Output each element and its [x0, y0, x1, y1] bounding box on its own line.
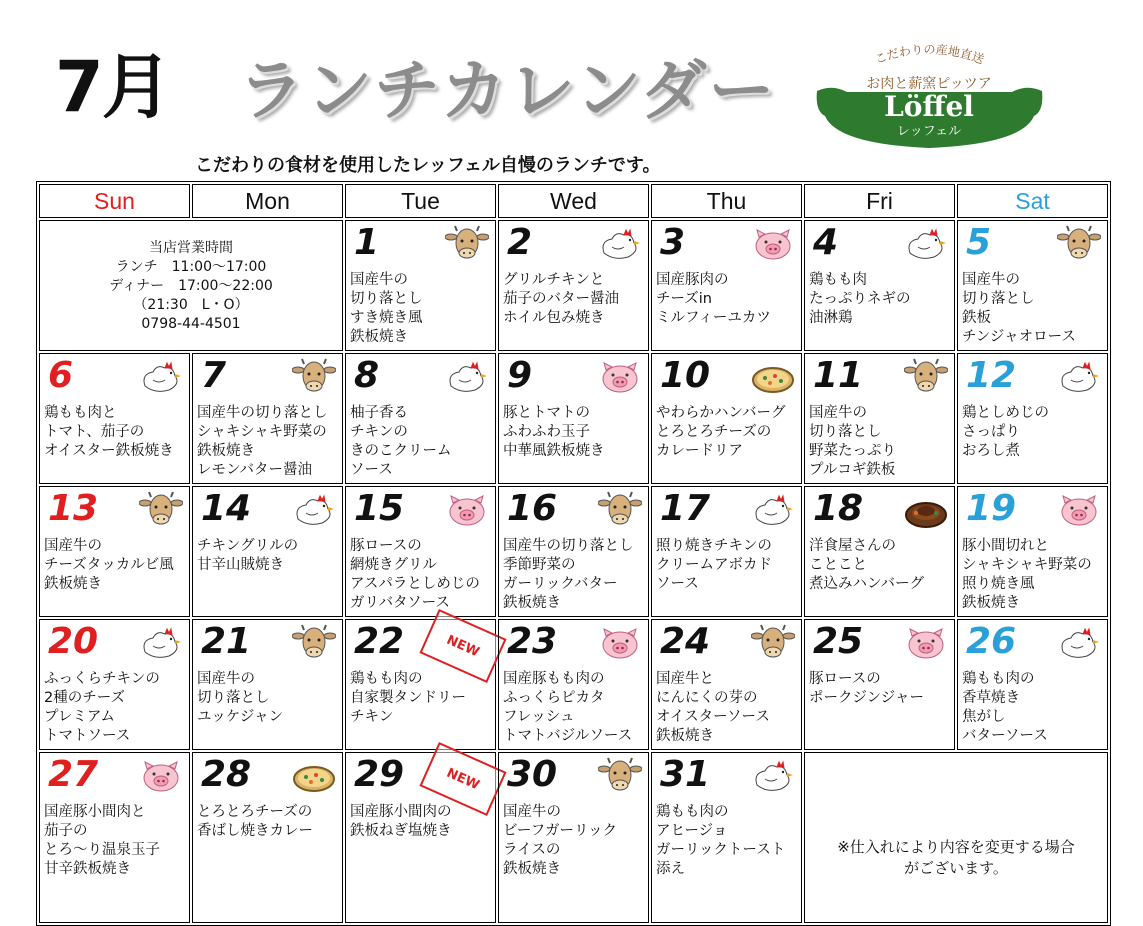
day-number: 9 [507, 355, 533, 396]
menu-line: 鉄板焼き [503, 595, 561, 611]
pig-icon [139, 757, 183, 797]
chicken-icon [751, 491, 795, 531]
menu-line: 切り落とし [350, 291, 423, 307]
logo-arc-text: こだわりの産地直送 [873, 42, 986, 67]
menu-line: トマトソース [44, 728, 131, 744]
menu-line: 鉄板焼き [962, 595, 1020, 611]
menu-line: プルコギ鉄板 [809, 462, 896, 478]
menu-line: きのこクリーム [350, 443, 452, 459]
day-number: 28 [201, 754, 252, 795]
store-info-dinner: ディナー 17:00～22:00 [109, 278, 273, 294]
menu-line: アスパラとしめじの [350, 576, 480, 592]
menu-line: すき焼き風 [350, 310, 423, 326]
day-number: 30 [507, 754, 558, 795]
doria-icon [751, 358, 795, 398]
menu-line: 洋食屋さんの [809, 538, 896, 554]
menu-line: 油淋鶏 [809, 310, 853, 326]
menu-text [656, 803, 785, 879]
menu-line: ミルフィーユカツ [656, 310, 771, 326]
menu-line: ユッケジャン [197, 709, 284, 725]
day-number: 29 [354, 754, 405, 795]
menu-line: ガリバタソース [350, 595, 450, 611]
menu-line: 切り落とし [809, 424, 882, 440]
menu-line: オイスター鉄板焼き [44, 443, 174, 459]
menu-text [503, 670, 632, 746]
day-number: 23 [507, 621, 558, 662]
day-cell [192, 353, 343, 484]
menu-text [44, 404, 174, 461]
day-cell [498, 220, 649, 351]
page-subtitle: こだわりの食材を使用したレッフェル自慢のランチです。 [195, 155, 661, 176]
day-cell [192, 619, 343, 750]
menu-line: チキン [350, 709, 394, 725]
menu-text [809, 537, 924, 594]
menu-text [656, 404, 785, 461]
menu-line: 網焼きグリル [350, 557, 437, 573]
menu-line: 鶏もも肉の [350, 671, 423, 687]
day-cell [498, 752, 649, 923]
menu-line: シャキシャキ野菜の [962, 557, 1092, 573]
menu-line: チーズin [656, 291, 712, 307]
menu-line: 鶏もも肉の [656, 804, 729, 820]
logo-name: Löffel [884, 90, 974, 123]
day-number: 17 [660, 488, 711, 529]
day-number: 4 [813, 222, 839, 263]
weekday-header-sun: Sun [39, 184, 190, 218]
day-number: 14 [201, 488, 252, 529]
menu-line: 豚ロースの [809, 671, 881, 687]
cow-icon [292, 358, 336, 398]
menu-text [962, 271, 1076, 347]
notice-line2: がございます。 [904, 858, 1008, 877]
day-cell [651, 486, 802, 617]
day-cell [39, 619, 190, 750]
menu-line: 甘辛山賊焼き [197, 557, 284, 573]
menu-text [350, 803, 452, 841]
menu-line: クリームアボカド [656, 557, 772, 573]
day-number: 24 [660, 621, 711, 662]
menu-line: やわらかハンバーグ [656, 405, 786, 421]
menu-line: 国産牛の [197, 671, 255, 687]
menu-line: 焦がし [962, 709, 1006, 725]
logo-tagline: お肉と薪窯ピッツア [866, 76, 992, 92]
menu-text [962, 670, 1048, 746]
menu-text [656, 537, 772, 594]
menu-line: 茄子のバター醤油 [503, 291, 619, 307]
menu-line: 照り焼き風 [962, 576, 1035, 592]
weekday-header-thu: Thu [651, 184, 802, 218]
menu-line: 国産牛の [962, 272, 1020, 288]
chicken-icon [445, 358, 489, 398]
menu-line: 国産牛と [656, 671, 714, 687]
restaurant-logo [812, 36, 1047, 166]
pig-icon [598, 624, 642, 664]
menu-line: ビーフガーリック [503, 823, 617, 839]
chicken-icon [1057, 624, 1101, 664]
menu-line: ポークジンジャー [809, 690, 924, 706]
menu-text [44, 670, 160, 746]
new-stamp: NEW [419, 742, 506, 816]
menu-line: グリルチキンと [503, 272, 605, 288]
menu-text [656, 271, 771, 328]
menu-line: 国産豚小間肉と [44, 804, 146, 820]
menu-line: 柚子香る [350, 405, 408, 421]
weekday-header-tue: Tue [345, 184, 496, 218]
day-number: 15 [354, 488, 405, 529]
menu-text [503, 537, 634, 613]
menu-line: 鉄板焼き [44, 576, 102, 592]
pig-icon [751, 225, 795, 265]
chicken-icon [598, 225, 642, 265]
menu-line: 国産牛の [350, 272, 408, 288]
store-info-heading: 当店営業時間 [149, 240, 233, 256]
menu-line: 鉄板焼き [503, 861, 561, 877]
day-number: 22 [354, 621, 405, 662]
pig-icon [904, 624, 948, 664]
menu-line: 国産牛の [809, 405, 867, 421]
menu-line: 国産牛の切り落とし [197, 405, 328, 421]
weekday-header-fri: Fri [804, 184, 955, 218]
menu-line: チーズタッカルビ風 [44, 557, 174, 573]
day-number: 21 [201, 621, 252, 662]
cow-icon [139, 491, 183, 531]
chicken-icon [139, 624, 183, 664]
day-number: 16 [507, 488, 558, 529]
day-number: 27 [48, 754, 99, 795]
menu-text [197, 537, 298, 575]
day-cell [957, 353, 1108, 484]
store-info-lunch: ランチ 11:00～17:00 [115, 259, 267, 275]
menu-line: にんにくの芽の [656, 690, 758, 706]
menu-line: アヒージョ [656, 823, 728, 839]
menu-line: 鉄板ねぎ塩焼き [350, 823, 452, 839]
menu-line: 野菜たっぷり [809, 443, 896, 459]
menu-text [962, 404, 1049, 461]
menu-line: チキンの [350, 424, 408, 440]
menu-line: 鉄板焼き [197, 443, 255, 459]
day-number: 19 [966, 488, 1017, 529]
menu-line: ホイル包み焼き [503, 310, 605, 326]
menu-line: 茄子の [44, 823, 88, 839]
day-number: 5 [966, 222, 992, 263]
menu-line: 香ばし焼きカレー [197, 823, 313, 839]
menu-line: 鶏もも肉 [809, 272, 867, 288]
menu-line: 豚小間切れと [962, 538, 1049, 554]
menu-text [656, 670, 770, 746]
day-cell [651, 353, 802, 484]
menu-text [503, 803, 617, 879]
menu-text [197, 670, 283, 727]
cow-icon [1057, 225, 1101, 265]
day-number: 18 [813, 488, 864, 529]
menu-line: 切り落とし [962, 291, 1035, 307]
day-cell [192, 752, 343, 923]
menu-text [350, 537, 480, 613]
menu-line: ふっくらピカタ [503, 690, 605, 706]
menu-line: 鉄板焼き [350, 329, 408, 345]
day-number: 31 [660, 754, 711, 795]
notice-cell [804, 752, 1108, 923]
day-cell [957, 486, 1108, 617]
menu-text [44, 537, 174, 594]
menu-line: カレードリア [656, 443, 743, 459]
menu-line: 国産豚肉の [656, 272, 729, 288]
menu-line: 煮込みハンバーグ [809, 576, 924, 592]
day-number: 3 [660, 222, 686, 263]
menu-text [197, 803, 313, 841]
menu-line: 自家製タンドリー [350, 690, 466, 706]
menu-text [197, 404, 328, 480]
menu-line: レモンバター醤油 [197, 462, 312, 478]
day-cell [651, 752, 802, 923]
menu-text [809, 670, 924, 708]
day-cell [957, 619, 1108, 750]
day-number: 1 [354, 222, 380, 263]
menu-text [44, 803, 160, 879]
menu-line: 香草焼き [962, 690, 1020, 706]
day-number: 7 [201, 355, 227, 396]
cow-icon [292, 624, 336, 664]
day-cell [345, 752, 496, 923]
chicken-icon [139, 358, 183, 398]
day-number: 10 [660, 355, 711, 396]
pig-icon [445, 491, 489, 531]
svg-text:こだわりの産地直送 [873, 42, 986, 67]
day-number: 11 [813, 355, 864, 396]
cow-icon [598, 491, 642, 531]
weekday-header-wed: Wed [498, 184, 649, 218]
menu-line: とろとろチーズの [197, 804, 313, 820]
stew-icon [904, 491, 948, 531]
menu-text [350, 271, 423, 347]
menu-line: 国産豚もも肉の [503, 671, 605, 687]
chicken-icon [1057, 358, 1101, 398]
store-info-phone: 0798-44-4501 [141, 316, 241, 332]
menu-line: ソース [656, 576, 699, 592]
pig-icon [598, 358, 642, 398]
chicken-icon [292, 491, 336, 531]
day-number: 8 [354, 355, 380, 396]
menu-line: 国産豚小間肉の [350, 804, 452, 820]
menu-line: とろとろチーズの [656, 424, 772, 440]
month-heading: 7月 [55, 46, 170, 128]
day-cell [345, 353, 496, 484]
day-number: 6 [48, 355, 74, 396]
menu-line: 国産牛の [503, 804, 561, 820]
day-cell [39, 353, 190, 484]
menu-line: トマトバジルソース [503, 728, 633, 744]
logo-name-kana: レッフェル [896, 124, 962, 139]
menu-line: 鉄板焼き [656, 728, 714, 744]
lunch-calendar [36, 181, 1111, 926]
menu-line: 豚ロースの [350, 538, 422, 554]
pig-icon [1057, 491, 1101, 531]
menu-line: 国産牛の [44, 538, 102, 554]
notice-line1: ※仕入れにより内容を変更する場合 [837, 837, 1075, 856]
menu-line: ふっくらチキンの [44, 671, 160, 687]
day-cell [498, 353, 649, 484]
cow-icon [598, 757, 642, 797]
menu-text [350, 404, 452, 480]
menu-line: 甘辛鉄板焼き [44, 861, 131, 877]
menu-text [350, 670, 466, 727]
menu-line: 鶏もも肉と [44, 405, 117, 421]
menu-line: チンジャオロース [962, 329, 1076, 345]
menu-line: バターソース [962, 728, 1048, 744]
store-hours-cell [39, 220, 343, 351]
menu-line: 鉄板 [962, 310, 991, 326]
menu-line: おろし煮 [962, 443, 1020, 459]
menu-line: 照り焼きチキンの [656, 538, 772, 554]
menu-line: 鶏もも肉の [962, 671, 1035, 687]
day-cell [804, 486, 955, 617]
doria-icon [292, 757, 336, 797]
new-stamp: NEW [419, 609, 506, 683]
day-cell [957, 220, 1108, 351]
menu-line: フレッシュ [503, 709, 575, 725]
day-cell [39, 752, 190, 923]
store-info-last-order: （21:30 L・O） [133, 297, 249, 313]
day-cell [39, 486, 190, 617]
day-cell [651, 619, 802, 750]
menu-line: たっぷりネギの [809, 291, 911, 307]
day-number: 13 [48, 488, 99, 529]
day-cell [345, 220, 496, 351]
chicken-icon [904, 225, 948, 265]
menu-line: ライスの [503, 842, 561, 858]
cow-icon [445, 225, 489, 265]
menu-line: プレミアム [44, 709, 115, 725]
menu-line: 2種のチーズ [44, 690, 125, 706]
chicken-icon [751, 757, 795, 797]
menu-line: とろ～り温泉玉子 [44, 842, 160, 858]
cow-icon [751, 624, 795, 664]
day-number: 25 [813, 621, 864, 662]
day-cell [804, 353, 955, 484]
menu-line: 季節野菜の [503, 557, 576, 573]
day-cell [345, 486, 496, 617]
day-cell [498, 486, 649, 617]
cow-icon [904, 358, 948, 398]
menu-line: 鶏としめじの [962, 405, 1049, 421]
menu-line: 添え [656, 861, 685, 877]
menu-line: シャキシャキ野菜の [197, 424, 327, 440]
day-cell [498, 619, 649, 750]
menu-text [809, 404, 896, 480]
weekday-header-sat: Sat [957, 184, 1108, 218]
menu-line: 切り落とし [197, 690, 270, 706]
menu-text [809, 271, 911, 328]
day-cell [651, 220, 802, 351]
menu-text [503, 271, 619, 328]
day-number: 2 [507, 222, 533, 263]
day-cell [345, 619, 496, 750]
menu-line: チキングリルの [197, 538, 299, 554]
menu-text [503, 404, 605, 461]
page-title: ランチカレンダー [238, 52, 777, 129]
menu-line: ソース [350, 462, 393, 478]
menu-line: さっぱり [962, 424, 1020, 440]
menu-line: ガーリックトースト [656, 842, 786, 858]
menu-line: 中華風鉄板焼き [503, 443, 605, 459]
day-cell [192, 486, 343, 617]
menu-line: 豚とトマトの [503, 405, 590, 421]
menu-line: トマト、茄子の [44, 424, 145, 440]
menu-line: 国産牛の切り落とし [503, 538, 634, 554]
day-cell [804, 619, 955, 750]
day-number: 26 [966, 621, 1017, 662]
menu-text [962, 537, 1092, 613]
menu-line: ふわふわ玉子 [503, 424, 590, 440]
day-cell [804, 220, 955, 351]
day-number: 20 [48, 621, 99, 662]
weekday-header-mon: Mon [192, 184, 343, 218]
menu-line: ことこと [809, 557, 867, 573]
menu-line: オイスターソース [656, 709, 770, 725]
menu-line: ガーリックバター [503, 576, 618, 592]
store-hours [40, 221, 342, 334]
day-number: 12 [966, 355, 1017, 396]
